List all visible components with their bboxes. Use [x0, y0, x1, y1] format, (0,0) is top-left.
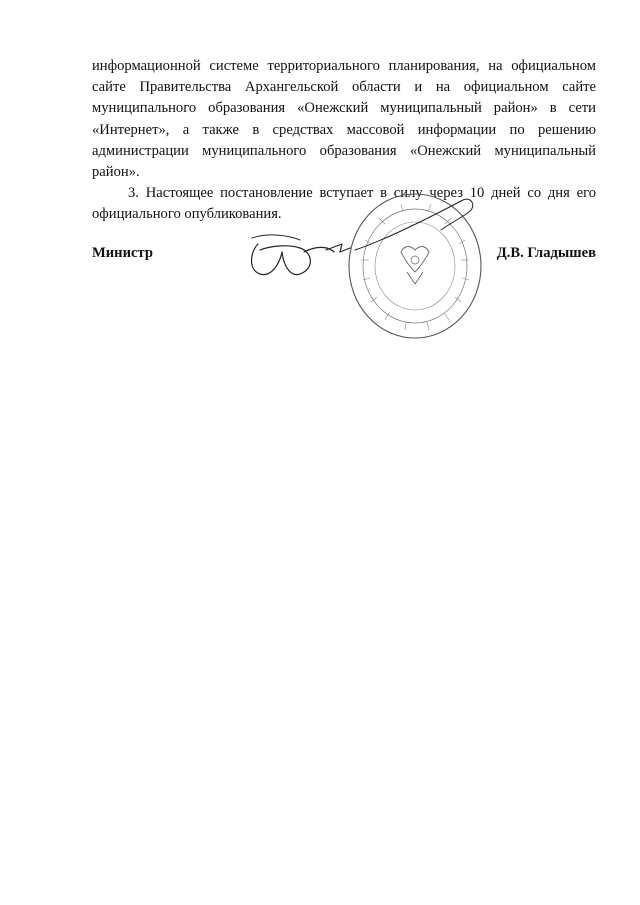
- paragraph-continuation: информационной системе территориального планирования, на официальном сайте Правительства Архангельской области и на официальном сайте муниципального образования «Онежский муниципальный район» в сети «Интернет», а также в средствах массовой информации по решению администрации муниципального образования «Онежский муниципальный район».: [92, 58, 596, 181]
- signer-name: Д.В. Гладышев: [496, 245, 596, 261]
- paragraph-effective-date: 3. Настоящее постановление вступает в силу через 10 дней со дня его официального опубликования.: [92, 185, 596, 223]
- official-seal: [345, 180, 485, 340]
- document-body: [92, 56, 596, 226]
- signer-role: Министр: [92, 245, 153, 261]
